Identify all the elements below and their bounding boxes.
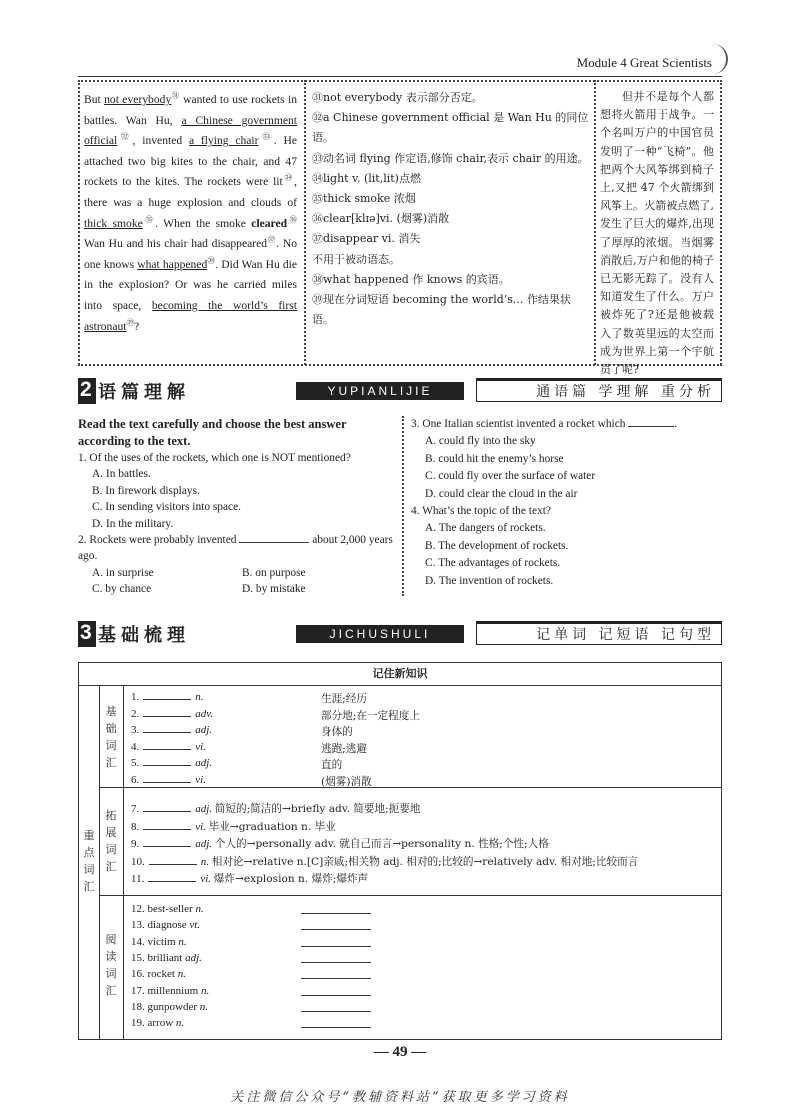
reading-right-border [720,80,722,365]
group-key-vocab-label: 重点词汇 [83,829,95,893]
section-3-pinyin: JICHUSHULI [296,625,464,643]
vocab-row-line-1 [99,787,721,788]
vocab-blank[interactable] [143,699,191,700]
note-item: ㊴现在分词短语 becoming the world’s... 作结果状语。 [312,293,571,327]
basic-vocab-row [131,757,343,771]
vocab-pos: adj. [195,803,213,815]
reading-vocab-row [131,919,200,931]
reading-divider-1 [304,80,306,365]
vocab-table [78,662,722,1040]
note-marker: ㊴ [126,317,134,327]
footer-note: 关注微信公众号“教辅资料站”获取更多学习资料 [230,1090,570,1105]
vocab-blank[interactable] [143,846,191,847]
vocab-pos: adj. [185,951,202,964]
question-2-stem [78,532,398,565]
vocab-answer-line[interactable] [301,913,371,914]
reading-vocab-row [131,1001,208,1013]
section-2-pinyin: YUPIANLIJIE [296,382,464,400]
vocab-pos: adj. [195,757,213,769]
question-2-option-d: D. by mistake [242,583,306,596]
passage-segment: , invented [132,134,189,148]
extended-vocab-row [131,854,638,869]
passage-segment: cleared [251,216,288,230]
vocab-meaning: 个人的→personally adv. 就自己而言→personality n. 性格;个性;人格 [214,838,549,850]
section-3-band [78,621,722,647]
vocab-blank[interactable] [143,811,191,812]
note-item: ㊲disappear vi. 消失 [312,232,421,246]
note-item: 不用于被动语态。 [312,252,400,266]
vocab-pos: n. [195,691,204,703]
vocab-blank[interactable] [149,864,197,865]
basic-vocab-row [131,773,372,788]
question-2-option-c: C. by chance [92,583,152,596]
passage-segment: not everybody [104,93,172,106]
vocab-number: 5. [131,757,140,769]
vocab-pos: vi. [195,820,206,833]
extended-vocab-row [131,819,336,834]
section-2-slogan-box [476,378,722,402]
vocab-number: 7. [131,803,140,815]
question-3-option-b: B. could hit the enemy’s horse [425,452,564,465]
vocab-word: 16. rocket [131,968,175,981]
vocab-number: 11. [131,873,145,885]
note-marker: ㉝ [258,132,274,142]
header-title: Module 4 Great Scientists [576,55,712,70]
question-1-option-a: A. In battles. [92,468,151,481]
vocab-answer-line[interactable] [301,929,371,930]
vocab-table-header: 记住新知识 [79,663,721,686]
vocab-blank[interactable] [143,829,191,830]
section-3-slogan-box [476,621,722,645]
basic-vocab-row [131,724,353,738]
note-item: ㉜a Chinese government official 是 Wan Hu 的同位语。 [312,111,589,145]
vocab-number: 3. [131,724,140,736]
questions-left-column [78,416,398,598]
passage-segment: what happened [137,257,208,271]
header-bracket-decoration [712,44,728,74]
vocab-word: 17. millennium [131,984,199,997]
reading-vocab-row [131,952,202,964]
reading-box [78,80,722,377]
vocab-pos: vt. [189,919,201,932]
question-4-option-c: C. The advantages of rockets. [425,557,561,570]
vocab-pos: n. [200,984,210,997]
vocab-meaning: 直的 [321,759,343,771]
question-2-option-a: A. in surprise [92,566,154,579]
section-2-slogan: 通语篇 学理解 重分析 [536,384,715,400]
vocab-pos: vi. [195,740,206,753]
vocab-number: 8. [131,820,140,833]
vocab-blank[interactable] [143,765,191,766]
note-marker: ㉛ [171,91,180,101]
basic-vocab-row [131,740,367,755]
group-basic-label: 基础词汇 [105,705,117,769]
vocab-meaning: 毕业→graduation n. 毕业 [208,820,336,833]
passage-segment: wanted to use rockets in battles. Wan Hu, [84,93,297,127]
question-1-option-d: D. In the military. [92,517,174,530]
vocab-pos: adv. [195,707,214,720]
page-number: — 49 — [373,1044,427,1060]
question-3-option-c: C. could fly over the surface of water [425,470,596,483]
vocab-number: 2. [131,707,140,720]
note-item: ㉟thick smoke 浓烟 [312,192,416,206]
vocab-col-line-1 [99,685,100,1039]
extended-vocab-row [131,871,368,886]
question-2-option-b: B. on purpose [242,566,306,579]
reading-vocab-row [131,903,204,915]
extended-vocab-row [131,801,420,816]
passage-segment: But [84,93,105,106]
group-read-label: 阅读词汇 [105,933,117,997]
vocab-answer-line[interactable] [301,978,371,979]
reading-vocab-row [131,936,187,948]
questions-divider [402,416,404,596]
vocab-pos: adj. [195,724,213,736]
reading-vocab-row [131,985,209,997]
vocab-meaning: 部分地;在一定程度上 [321,709,420,722]
note-marker: ㉜ [117,132,133,142]
question-2-blank[interactable] [239,542,309,543]
section-3-number: 3 [80,621,92,644]
group-ext-label: 拓展词汇 [105,809,117,873]
vocab-meaning: 相对论→relative n.[C]亲戚;相关物 adj. 相对的;比较的→relatively adv. 相对地;比较而言 [211,855,639,868]
basic-vocab-row [131,707,420,722]
basic-vocab-row [131,691,367,705]
vocab-meaning: 逃跑;逃避 [321,742,367,755]
english-passage [84,90,297,337]
note-item: ㊳what happened 作 knows 的宾语。 [312,272,510,286]
note-marker: ㉟ [142,214,156,224]
question-3-blank[interactable] [628,426,674,427]
passage-segment: Wan Hu and his chair had disappeared [84,237,268,251]
passage-segment: a Chinese government official [84,113,297,148]
vocab-pos: n. [195,903,204,915]
section-2-band [78,378,722,404]
question-3-option-d: D. could clear the cloud in the air [425,487,578,500]
vocab-answer-line[interactable] [301,946,371,947]
note-marker: ㊲ [267,235,277,245]
question-1-stem: 1. Of the uses of the rockets, which one is NOT mentioned? [78,452,351,464]
question-2-stem-start: 2. Rockets were probably invented [78,534,237,547]
vocab-word: 18. gunpowder [131,1000,197,1013]
note-item: ㊱clear[klɪə]vi. (烟雾)消散 [312,212,450,226]
section-2-number: 2 [80,378,92,401]
vocab-word: 14. victim [131,935,176,948]
question-1-option-c: C. In sending visitors into space. [92,501,242,514]
vocab-number: 10. [131,855,145,868]
question-3-stem-text: 3. One Italian scientist invented a rocket which [411,418,626,430]
questions-right-column [411,416,721,590]
question-2-options-row-2 [78,581,398,597]
vocab-meaning: 生涯;经历 [321,693,367,705]
vocab-number: 6. [131,773,140,786]
question-2-options-row-1 [78,565,398,581]
reading-left-border [78,80,80,365]
note-marker: ㊱ [287,214,298,224]
section-3-title: 基础梳理 [98,625,190,646]
passage-segment: . No one knows [84,237,298,271]
vocab-pos: n. [177,968,186,981]
reading-top-border [78,80,722,82]
question-3-stem [411,416,721,433]
vocab-blank[interactable] [143,732,191,733]
vocab-pos: n. [200,855,209,868]
passage-segment: , there was a huge explosion and clouds of [84,175,297,209]
vocab-pos: n. [175,1017,185,1030]
note-marker: ㉞ [282,173,295,183]
vocab-pos: vi. [195,773,206,786]
vocab-word: 19. arrow [131,1017,174,1030]
vocab-meaning: (烟雾)消散 [321,775,372,788]
vocab-pos: n. [178,935,187,948]
note-item: ㉝动名词 flying 作定语,修饰 chair,表示 chair 的用途。 [312,151,589,165]
question-2-stem-end: about 2,000 years ago. [78,534,393,563]
vocab-meaning: 简短的;简洁的→briefly adv. 简要地;扼要地 [214,803,421,815]
vocab-blank[interactable] [148,881,196,882]
vocab-meaning: 爆炸→explosion n. 爆炸;爆炸声 [213,873,369,885]
vocab-word: 13. diagnose [131,919,187,932]
note-item: ㉞light v. (lit,lit)点燃 [312,171,421,185]
question-instruction: Read the text carefully and choose the best answer according to the text. [78,417,347,448]
vocab-col-line-2 [123,685,124,1039]
vocab-blank[interactable] [143,782,191,783]
chinese-translation: 但并不是每个人都想将火箭用于战争。一个名叫万户的中国官员发明了一种“飞椅”。他把两个大风筝绑到椅子上,又把 47 个火箭绑到风筝上。火箭被点燃了,发生了巨大的爆炸,出现了厚厚的浓烟。当烟雾消散后,万户和他的椅子已无影无踪了。没有人知道发生了什么。万户被炸死了?还是他被载入了数英里远的太空而成为世界上第一个宇航员了呢? [600,90,714,377]
vocab-pos: n. [199,1000,208,1013]
vocab-blank[interactable] [143,716,191,717]
vocab-row-line-2 [99,895,721,896]
reading-vocab-row [131,1017,184,1029]
passage-segment: a flying chair [188,134,259,148]
section-2-title: 语篇理解 [98,382,190,403]
vocab-word: 15. brilliant [131,951,183,964]
question-4-option-b: B. The development of rockets. [425,539,569,552]
extended-vocab-row [131,836,549,851]
vocab-answer-line[interactable] [301,995,371,996]
vocab-answer-line[interactable] [301,962,371,963]
vocab-meaning: 身体的 [321,726,353,738]
vocab-word: 12. best-seller [131,903,193,915]
vocab-number: 1. [131,691,140,703]
passage-notes [312,88,592,330]
reading-vocab-row [131,968,186,980]
header-rule [78,76,722,77]
vocab-answer-line[interactable] [301,1011,371,1012]
vocab-pos: vi. [200,873,212,885]
reading-divider-2 [594,80,596,365]
vocab-pos: adj. [195,838,213,850]
vocab-answer-line[interactable] [301,1027,371,1028]
passage-segment: . Did Wan Hu die in the explosion? Or was he carried miles into space, [84,257,298,312]
question-1-option-b: B. In firework displays. [92,484,200,497]
note-marker: ㊳ [207,255,216,265]
vocab-number: 9. [131,838,140,850]
vocab-blank[interactable] [143,749,191,750]
question-3-stem-end: . [674,418,678,430]
question-4-option-d: D. The invention of rockets. [425,574,554,587]
passage-segment: becoming the world’s first astronaut [84,298,297,333]
passage-segment: ? [134,319,140,333]
section-3-slogan: 记单词 记短语 记句型 [536,627,715,643]
vocab-number: 4. [131,740,140,753]
passage-segment: . When the smoke [155,216,252,230]
note-item: ㉛not everybody 表示部分否定。 [312,91,483,104]
question-4-stem: 4. What’s the topic of the text? [411,505,551,518]
passage-segment: thick smoke [84,216,143,230]
question-3-option-a: A. could fly into the sky [425,435,536,448]
question-4-option-a: A. The dangers of rockets. [425,522,546,535]
passage-segment: . He attached two big kites to the chair, and 47 rockets to the kites. The rockets were lit [84,134,297,189]
